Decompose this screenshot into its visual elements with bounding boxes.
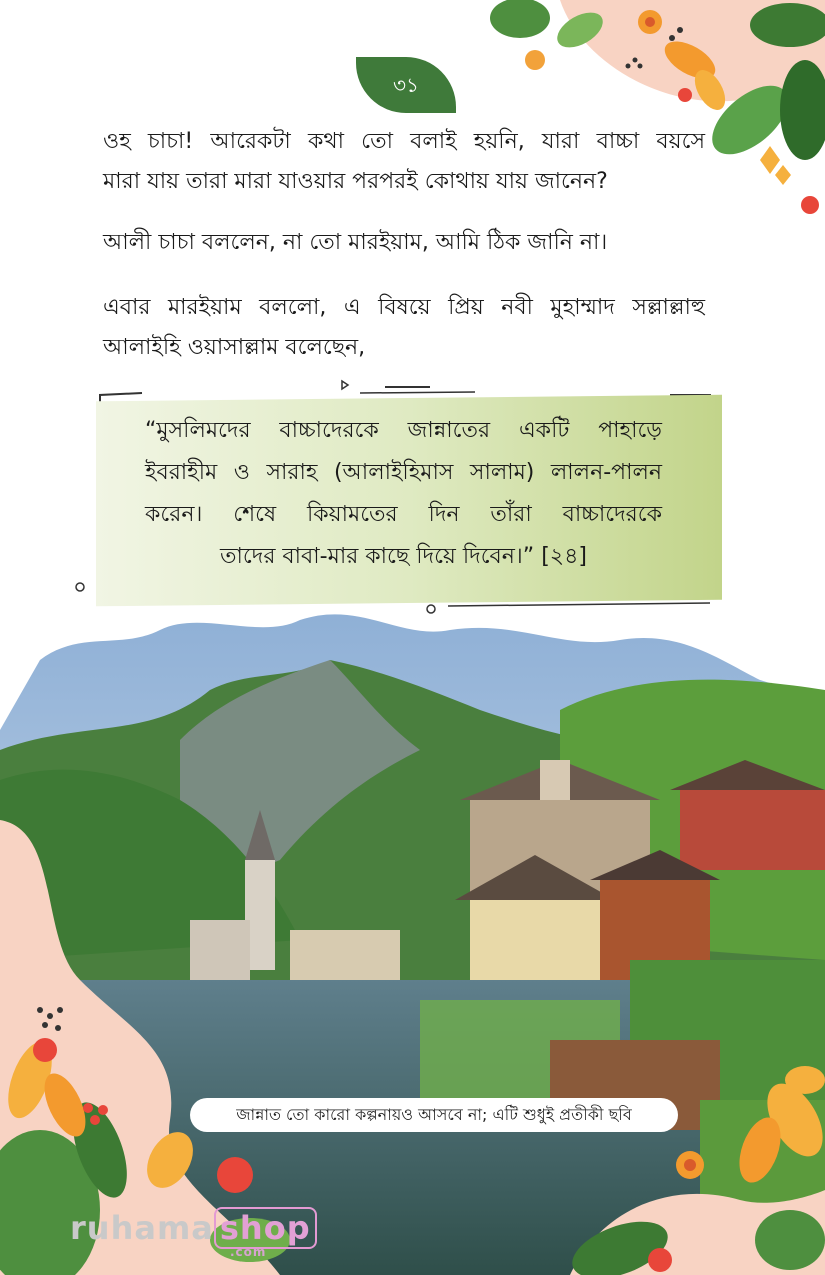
paragraph-1 xyxy=(103,122,705,202)
quote-line-4: তাদের বাবা-মার কাছে দিয়ে দিবেন।” [২৪] xyxy=(220,544,587,569)
paragraph-3 xyxy=(103,288,705,368)
page-number: ৩১ xyxy=(393,73,419,97)
paragraph-1-line-1: ওহ চাচা! আরেকটা কথা তো বলাই হয়নি, যারা বাচ্চা বয়সে xyxy=(103,129,705,154)
image-caption: জান্নাত তো কারো কল্পনায়ও আসবে না; এটি শুধুই প্রতীকী ছবি xyxy=(190,1098,678,1132)
hadith-quote xyxy=(145,410,662,578)
watermark-suffix: .com xyxy=(230,1245,267,1259)
paragraph-2 xyxy=(103,223,705,263)
paragraph-2-line-1: আলী চাচা বললেন, না তো মারইয়াম, আমি ঠিক জানি না। xyxy=(103,230,608,255)
floral-corner-bottom-right xyxy=(540,1060,825,1275)
quote-line-2: ইবরাহীম ও সারাহ (আলাইহিমাস সালাম) লালন-পালন xyxy=(145,460,662,485)
paragraph-1-line-2: মারা যায় তারা মারা যাওয়ার পরপরই কোথায় যায় জানেন? xyxy=(103,169,608,194)
paragraph-3-line-1: এবার মারইয়াম বললো, এ বিষয়ে প্রিয় নবী মুহাম্মাদ সল্লাল্লাহু xyxy=(103,295,705,320)
watermark-part-2: shop xyxy=(214,1207,317,1249)
quote-line-3: করেন। শেষে কিয়ামতের দিন তাঁরা বাচ্চাদেরকে xyxy=(145,502,662,527)
watermark-part-1: ruhama xyxy=(70,1209,214,1247)
paragraph-3-line-2: আলাইহি ওয়াসাল্লাম বলেছেন, xyxy=(103,335,366,360)
watermark-logo xyxy=(70,1207,317,1259)
quote-line-1: “মুসলিমদের বাচ্চাদেরকে জান্নাতের একটি পাহাড়ে xyxy=(145,418,662,443)
